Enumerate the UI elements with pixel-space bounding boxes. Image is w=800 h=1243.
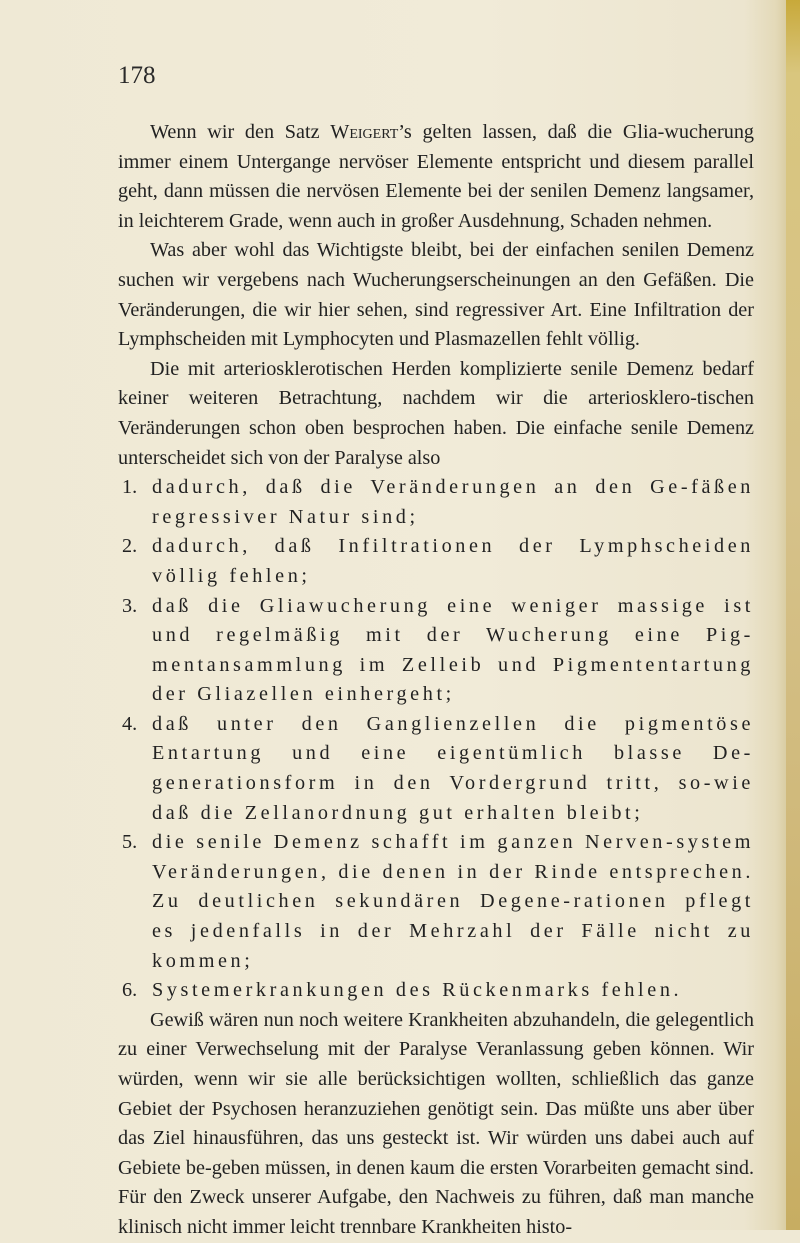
paragraph-4: Gewiß wären nun noch weitere Krankheiten abzuhandeln, die gelegentlich zu einer Verwechselung mit der Paralyse Veranlassung geben können. Wir würden, wenn wir sie alle berücksichtigen wollten, schließlich das ganze Gebiet der Psychosen heranzuziehen genötigt sein. Das müßte uns aber über das Ziel hinausführen, das uns gesteckt ist. Wir würden uns dabei auch auf Gebiete be-geben müssen, in denen kaum die ersten Vorarbeiten gemacht sind. Für den Zweck unserer Aufgabe, den Nachweis zu führen, daß man manche klinisch nicht immer leicht trennbare Krankheiten histo- xyxy=(118,1008,754,1238)
list-item xyxy=(118,592,754,710)
paragraph-1 xyxy=(118,118,754,236)
list-item-number: 1. xyxy=(122,476,138,499)
paragraph-1-rest: ’s gelten lassen, daß die Glia-wucherung immer einem Untergange nervöser Elemente entspricht und diesem parallel geht, dann müssen die nervösen Elemente bei der senilen Demenz langsamer, in leichterem Grade, wenn auch in großer Ausdehnung, Schaden nehmen. xyxy=(118,121,755,232)
list-item-number: 6. xyxy=(122,979,138,1002)
list-item-text: die senile Demenz schafft im ganzen Nerven-system Veränderungen, die denen in der Rinde entsprechen. Zu deutlichen sekundären Degene-rationen pflegt es jedenfalls in der Mehrzahl der Fälle nicht zu kommen; xyxy=(152,831,754,972)
list-item xyxy=(118,828,754,976)
list-item-text: daß die Gliawucherung eine weniger massige ist und regelmäßig mit der Wucherung eine Pig-mentansammlung im Zelleib und Pigmententartung der Gliazellen einhergeht; xyxy=(152,594,754,706)
list-item-text: daß unter den Ganglienzellen die pigmentöse Entartung und eine eigentümlich blasse De-generationsform in den Vordergrund tritt, so-wie daß die Zellanordnung gut erhalten bleibt; xyxy=(152,712,754,824)
body-text xyxy=(118,118,754,1243)
list-item-text: Systemerkrankungen des Rückenmarks fehlen. xyxy=(152,979,683,1002)
list-item-number: 2. xyxy=(122,535,138,558)
list-item xyxy=(118,976,754,1006)
list-item-text: dadurch, daß die Veränderungen an den Ge-fäßen regressiver Natur sind; xyxy=(152,476,754,528)
list-item xyxy=(118,532,754,591)
list-item-text: dadurch, daß Infiltrationen der Lymphscheiden völlig fehlen; xyxy=(152,535,754,587)
list-item-number: 3. xyxy=(122,594,138,617)
page-number: 178 xyxy=(118,62,156,89)
page-edge xyxy=(786,0,800,1230)
paragraph-3: Die mit arteriosklerotischen Herden komplizierte senile Demenz bedarf keiner weiteren Betrachtung, nachdem wir die arteriosklero-tischen Veränderungen schon oben besprochen haben. Die einfache senile Demenz unterscheidet sich von der Paralyse also xyxy=(118,357,754,469)
paragraph-1-start: Wenn wir den Satz xyxy=(150,121,331,143)
author-name: Weigert xyxy=(330,121,399,143)
list-item xyxy=(118,473,754,532)
list-item-number: 5. xyxy=(122,831,138,854)
list-item-number: 4. xyxy=(122,712,138,735)
list-item xyxy=(118,710,754,828)
paragraph-2: Was aber wohl das Wichtigste bleibt, bei der einfachen senilen Demenz suchen wir vergebens nach Wucherungserscheinungen an den Gefäßen. Die Veränderungen, die wir hier sehen, sind regressiver Art. Eine Infiltration der Lymphscheiden mit Lymphocyten und Plasmazellen fehlt völlig. xyxy=(118,239,754,351)
